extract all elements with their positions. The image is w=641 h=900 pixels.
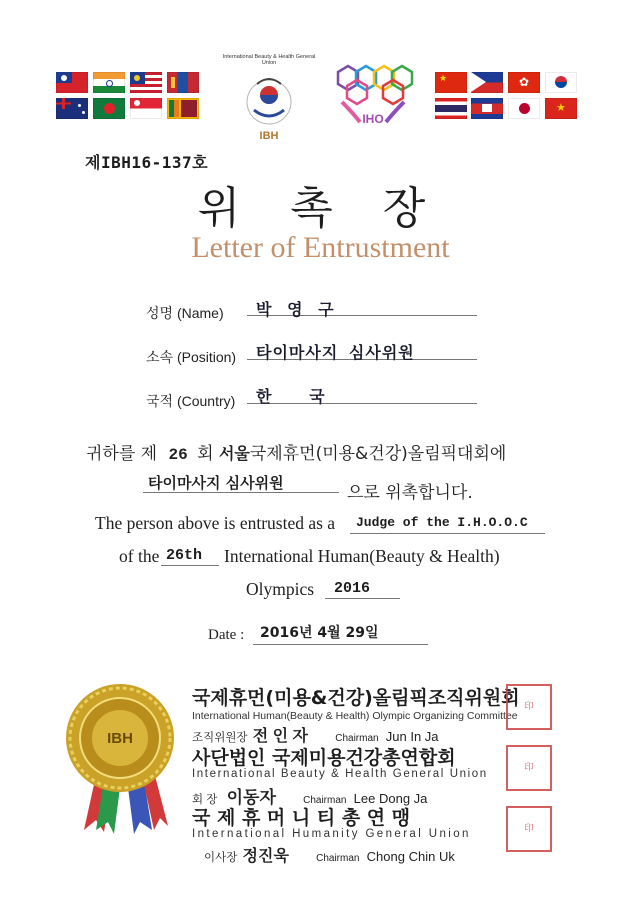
body-ko-line1 <box>86 439 566 464</box>
china-flag-icon: ★ <box>435 72 467 93</box>
date-value: 2016년 4월 29일 <box>260 625 379 641</box>
vietnam-flag-icon: ★ <box>545 98 577 119</box>
body-en-year-underline <box>325 597 400 599</box>
body-en-role-underline <box>350 532 545 534</box>
country-value: 한 국 <box>256 387 339 406</box>
org2-person-ko: 이동자 <box>226 788 276 807</box>
org1-person-en: Jun In Ja <box>385 729 439 744</box>
org1-name-en: International Human(Beauty & Health) Olympic Organizing Committee <box>192 710 518 722</box>
thailand-flag-icon <box>435 98 467 119</box>
title-english: Letter of Entrustment <box>191 231 450 264</box>
org1-person-ko: 전 인 자 <box>252 728 309 745</box>
hong-kong-flag-icon: ✿ <box>508 72 540 93</box>
name-value: 박 영 구 <box>256 300 337 319</box>
name-label: 성명 (Name) <box>146 305 224 321</box>
sri-lanka-flag-icon <box>167 98 199 119</box>
body-en-olympics: Olympics <box>246 579 315 599</box>
emblem-label: IBH <box>107 730 133 747</box>
bangladesh-flag-icon <box>93 98 125 119</box>
date-underline <box>253 643 428 645</box>
ibh-logo-label: IBH <box>259 130 279 142</box>
org3-title-ko: 이사장 <box>204 852 238 864</box>
org3-chair-row <box>204 843 455 866</box>
org3-name-en: International Humanity General Union <box>192 828 471 840</box>
org1-name-ko: 국제휴먼(미용&건강)올림픽조직위원회 <box>192 687 520 709</box>
body-en-event: International Human(Beauty & Health) <box>224 546 500 566</box>
org3-name-ko: 국 제 휴 머 니 티 총 연 맹 <box>192 807 411 829</box>
org2-person-en: Lee Dong Ja <box>353 791 428 806</box>
body-en-year: 2016 <box>334 580 371 597</box>
org2-name-en: International Beauty & Health General Union <box>192 768 488 780</box>
iho-logo-label: IHO <box>362 112 384 126</box>
body-ko-session-number: 26 <box>168 446 188 464</box>
iho-logo <box>328 62 418 142</box>
mongolia-flag-icon <box>167 72 199 93</box>
org1-title-ko: 조직위원장 <box>192 732 248 744</box>
org3-person-en: Chong Chin Uk <box>366 849 455 864</box>
org3-person-ko: 정진욱 <box>242 848 289 865</box>
org3-chair-label: Chairman <box>316 853 360 864</box>
singapore-flag-icon <box>130 98 162 119</box>
ibh-logo <box>222 54 316 150</box>
document-number: 제IBH16-137호 <box>85 153 209 172</box>
org2-name-ko: 사단법인 국제미용건강총연합회 <box>192 747 456 769</box>
country-label: 국적 (Country) <box>146 393 236 409</box>
body-en-line1-prefix: The person above is entrusted as a <box>95 513 336 533</box>
body-en-of-the: of the <box>119 546 160 566</box>
date-label: Date : <box>208 627 245 643</box>
body-ko-prefix: 귀하를 제 <box>86 444 158 464</box>
cambodia-flag-icon <box>471 98 503 119</box>
gold-emblem <box>60 680 180 840</box>
ibh-ring-text: International Beauty & Health General Union <box>222 54 316 66</box>
title-korean: 위 촉 장 <box>197 183 444 234</box>
iho-rings-icon <box>328 62 418 142</box>
body-en-ordinal-underline <box>161 564 219 566</box>
taiwan-flag-icon <box>56 72 88 93</box>
korea-flag-icon <box>545 72 577 93</box>
gold-seal-icon <box>60 680 180 840</box>
position-value: 타이마사지 심사위원 <box>256 343 415 362</box>
org2-chair-label: Chairman <box>303 795 347 806</box>
position-label: 소속 (Position) <box>146 349 237 365</box>
philippines-flag-icon <box>471 72 503 93</box>
japan-flag-icon <box>508 98 540 119</box>
body-en-role: Judge of the I.H.O.O.C <box>356 515 528 530</box>
body-ko-entrust: 으로 위촉합니다. <box>347 483 473 503</box>
org3-seal: 印 <box>506 806 552 852</box>
body-en-ordinal: 26th <box>166 547 203 564</box>
body-ko-role: 타이마사지 심사위원 <box>148 474 284 492</box>
body-ko-event: 국제휴먼(미용&건강)올림픽대회에 <box>249 444 507 464</box>
malaysia-flag-icon <box>130 72 162 93</box>
body-ko-session-word: 회 <box>197 444 214 464</box>
org1-seal: 印 <box>506 684 552 730</box>
body-ko-city: 서울 <box>218 446 250 464</box>
india-flag-icon <box>93 72 125 93</box>
org1-chair-label: Chairman <box>335 733 379 744</box>
org2-title-ko: 회 장 <box>192 794 218 806</box>
org2-seal: 印 <box>506 745 552 791</box>
australia-flag-icon <box>56 98 88 119</box>
